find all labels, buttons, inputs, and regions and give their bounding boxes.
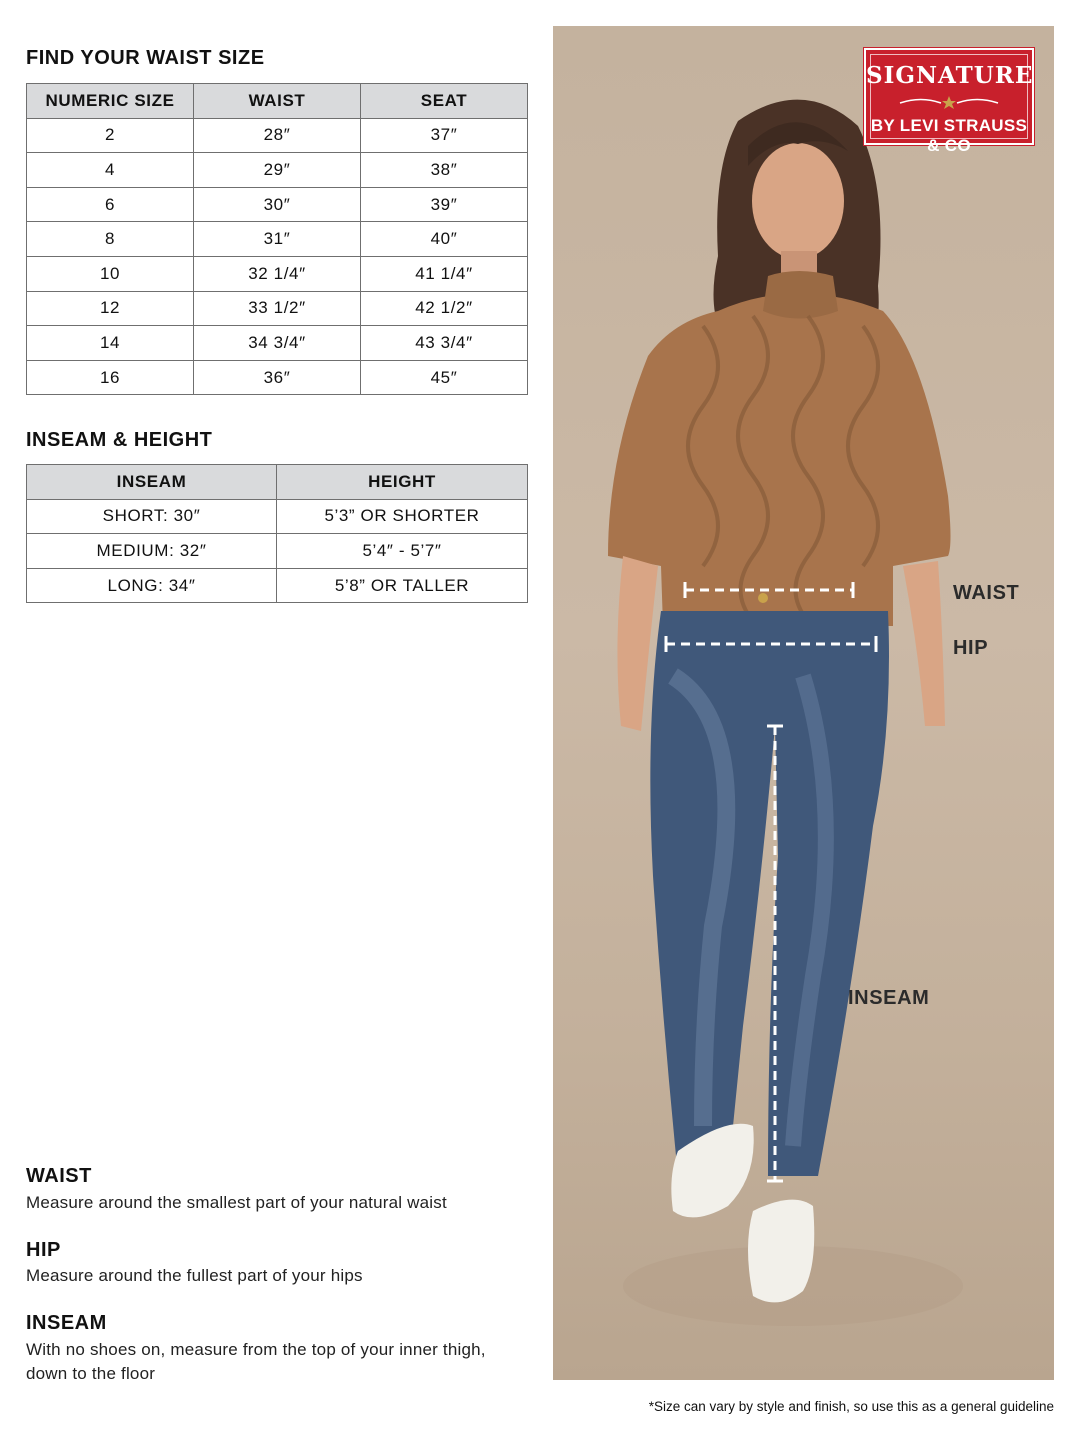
- column-header: SEAT: [361, 84, 528, 119]
- table-row: [27, 360, 528, 395]
- table-row: [27, 187, 528, 222]
- size-footnote: *Size can vary by style and finish, so use this as a general guideline: [648, 1399, 1054, 1414]
- laurel-star-icon: [896, 94, 1002, 112]
- waist-description-heading: WAIST: [26, 1165, 92, 1187]
- inseam-description-heading: INSEAM: [26, 1312, 107, 1334]
- table-cell: 10: [27, 256, 194, 291]
- table-cell: 12: [27, 291, 194, 326]
- waist-size-table: [26, 83, 528, 395]
- waist-description-text: Measure around the smallest part of your natural waist: [26, 1193, 447, 1212]
- column-header: HEIGHT: [277, 465, 528, 500]
- table-row: [27, 256, 528, 291]
- waist-size-title: FIND YOUR WAIST SIZE: [26, 47, 265, 69]
- hip-photo-label: HIP: [953, 637, 989, 659]
- table-cell: MEDIUM: 32″: [27, 534, 277, 569]
- table-cell: 8: [27, 222, 194, 257]
- table-cell: 39″: [361, 187, 528, 222]
- table-cell: 28″: [194, 118, 361, 153]
- table-cell: 34 3/4″: [194, 326, 361, 361]
- hip-description-heading: HIP: [26, 1239, 61, 1261]
- table-row: [27, 222, 528, 257]
- column-header: INSEAM: [27, 465, 277, 500]
- table-cell: 14: [27, 326, 194, 361]
- table-row: [27, 118, 528, 153]
- table-row: [27, 568, 528, 603]
- model-photo: [553, 26, 1054, 1380]
- table-header-row: [27, 465, 528, 500]
- table-cell: 2: [27, 118, 194, 153]
- table-cell: 45″: [361, 360, 528, 395]
- table-cell: 29″: [194, 153, 361, 188]
- waist-photo-label: WAIST: [953, 582, 1020, 604]
- table-cell: 40″: [361, 222, 528, 257]
- table-cell: 41 1/4″: [361, 256, 528, 291]
- table-cell: 38″: [361, 153, 528, 188]
- table-cell: 16: [27, 360, 194, 395]
- table-row: [27, 326, 528, 361]
- inseam-photo-label: INSEAM: [848, 987, 930, 1009]
- table-cell: SHORT: 30″: [27, 499, 277, 534]
- column-header: WAIST: [194, 84, 361, 119]
- table-cell: LONG: 34″: [27, 568, 277, 603]
- inseam-height-table: [26, 464, 528, 603]
- signature-levi-strauss-logo: [864, 48, 1034, 155]
- logo-levi-strauss-text: BY LEVI STRAUSS & CO: [870, 116, 1028, 155]
- column-header: NUMERIC SIZE: [27, 84, 194, 119]
- table-cell: 37″: [361, 118, 528, 153]
- logo-signature-text: SIGNATURE: [866, 62, 1034, 89]
- table-cell: 43 3/4″: [361, 326, 528, 361]
- table-cell: 30″: [194, 187, 361, 222]
- table-header-row: [27, 84, 528, 119]
- table-row: [27, 534, 528, 569]
- table-cell: 31″: [194, 222, 361, 257]
- table-cell: 6: [27, 187, 194, 222]
- table-cell: 32 1/4″: [194, 256, 361, 291]
- hip-description-text: Measure around the fullest part of your hips: [26, 1266, 363, 1285]
- table-row: [27, 153, 528, 188]
- table-cell: 5’8” OR TALLER: [277, 568, 528, 603]
- inseam-height-title: INSEAM & HEIGHT: [26, 429, 213, 451]
- table-cell: 33 1/2″: [194, 291, 361, 326]
- table-cell: 36″: [194, 360, 361, 395]
- table-cell: 4: [27, 153, 194, 188]
- inseam-description-text: With no shoes on, measure from the top of your inner thigh, down to the floor: [26, 1340, 486, 1383]
- table-row: [27, 499, 528, 534]
- table-cell: 5’4″ - 5’7″: [277, 534, 528, 569]
- table-row: [27, 291, 528, 326]
- model-illustration: [553, 26, 1054, 1380]
- table-cell: 42 1/2″: [361, 291, 528, 326]
- table-cell: 5’3” OR SHORTER: [277, 499, 528, 534]
